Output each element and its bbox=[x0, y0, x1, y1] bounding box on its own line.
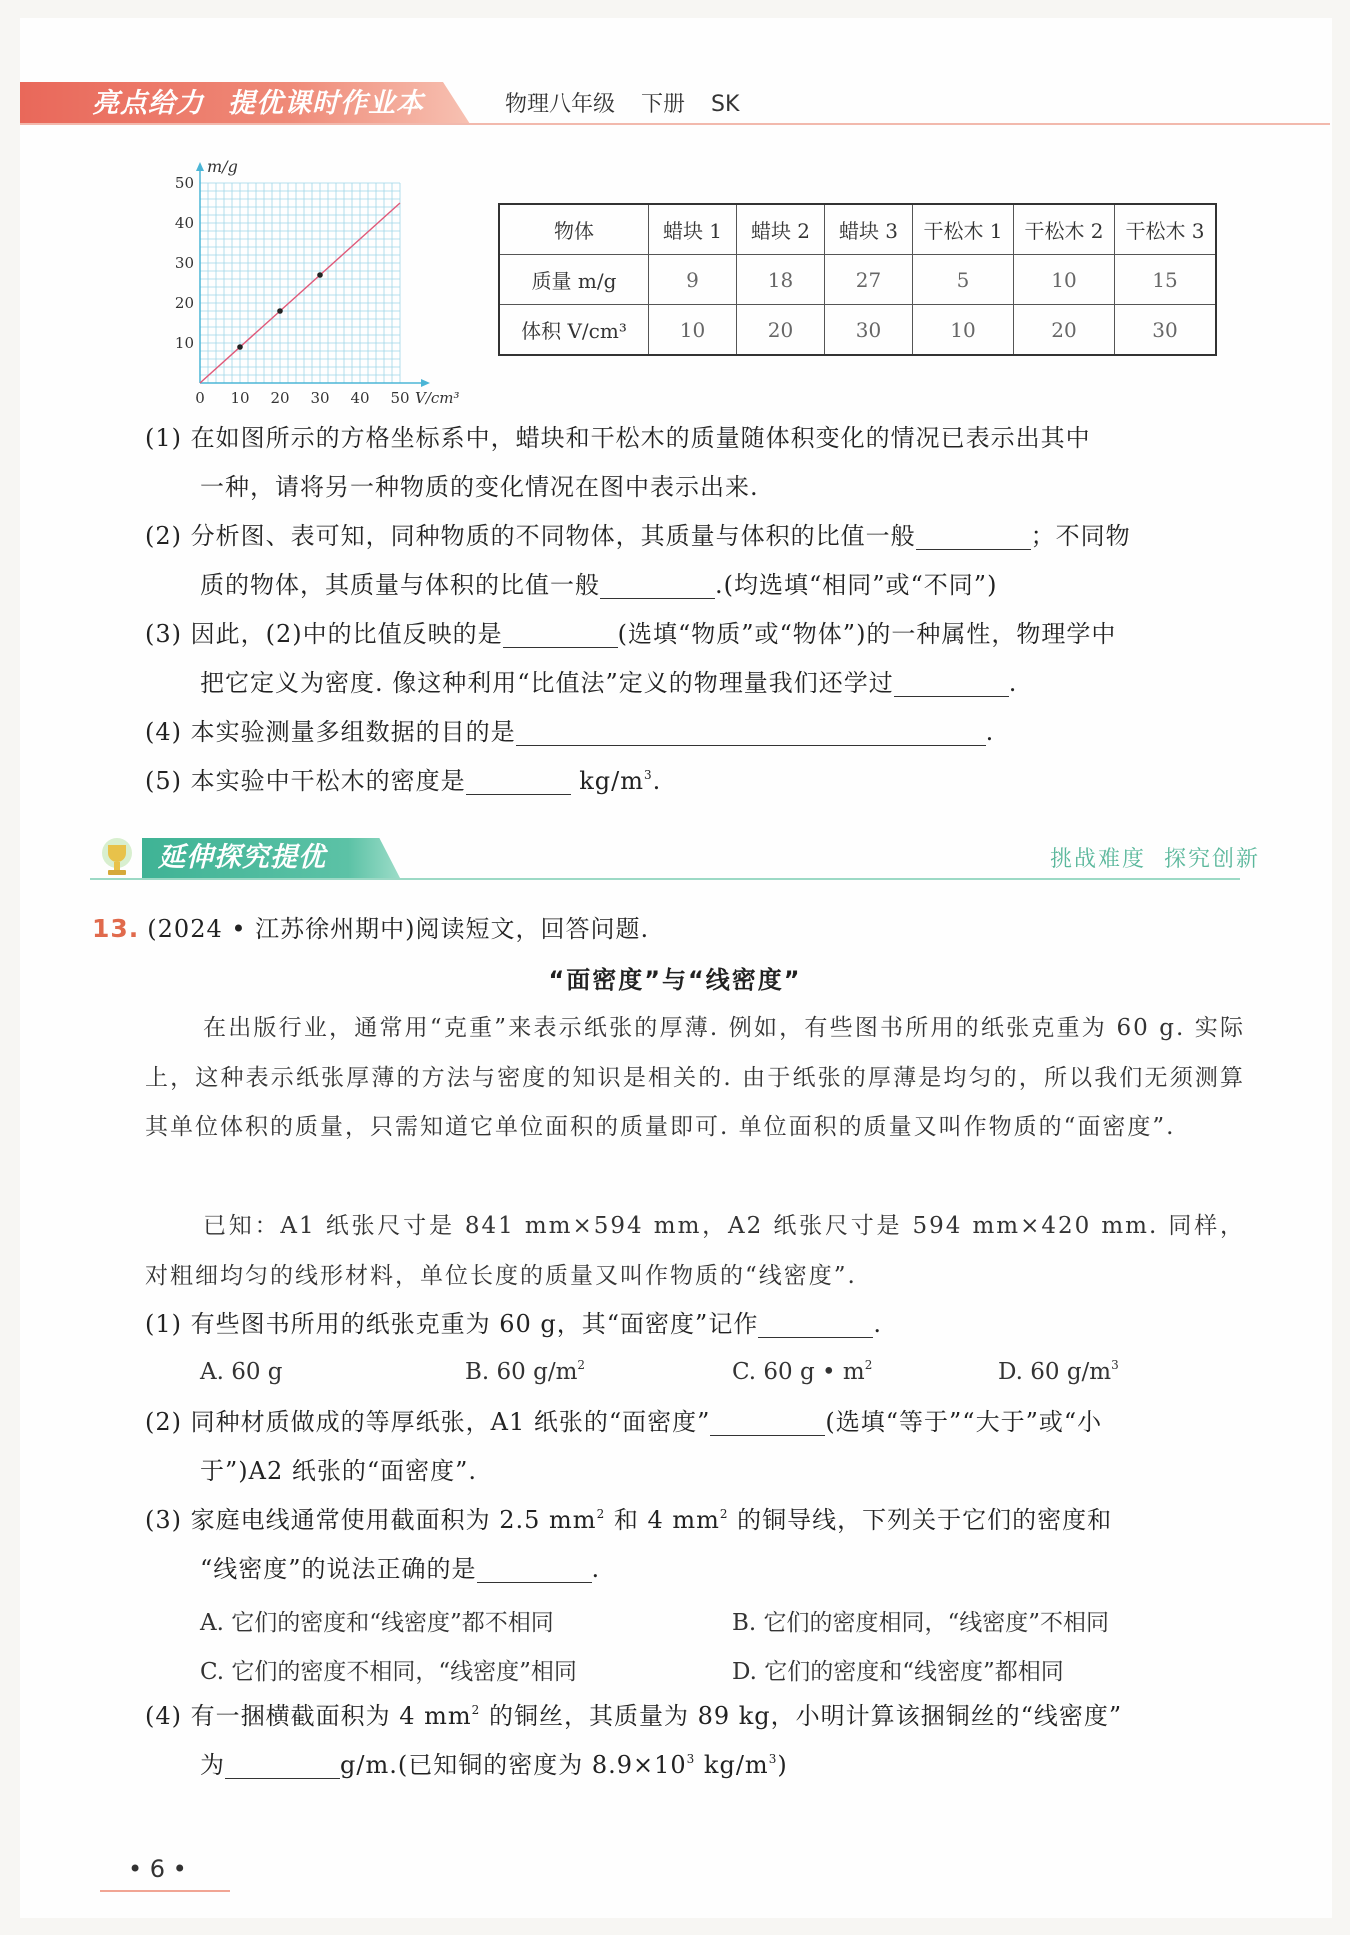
answer-blank[interactable] bbox=[916, 519, 1031, 550]
q12-part2-line1 bbox=[145, 512, 1131, 560]
q12-part3-text: (3) 因此，(2)中的比值反映的是 bbox=[145, 620, 503, 648]
section-divider bbox=[90, 878, 1240, 880]
page-number: • 6 • bbox=[128, 1855, 187, 1883]
footer-divider bbox=[100, 1890, 230, 1892]
x-tick-label: 10 bbox=[230, 389, 250, 407]
x-tick-label: 30 bbox=[310, 389, 330, 407]
q12-part3-line1 bbox=[145, 610, 1116, 658]
q12-part4 bbox=[145, 708, 994, 756]
q13-sub1-end: . bbox=[873, 1310, 882, 1338]
x-tick-label: 0 bbox=[195, 389, 205, 407]
subject-grade: 物理八年级 bbox=[505, 92, 616, 117]
brand-part-2: 提优课时作业本 bbox=[228, 88, 424, 119]
y-tick-label: 40 bbox=[174, 214, 194, 232]
answer-blank[interactable] bbox=[600, 568, 715, 599]
article-paragraph-2: 已知：A1 纸张尺寸是 841 mm×594 mm，A2 纸张尺寸是 594 mm×420 mm. 同样，对粗细均匀的线形材料，单位长度的质量又叫作物质的“线密度”. bbox=[145, 1213, 1245, 1289]
table-row bbox=[499, 305, 1216, 356]
q13-sub4-text6: ) bbox=[777, 1751, 788, 1779]
article-title: “面密度”与“线密度” bbox=[548, 966, 802, 994]
q13-sub4-text5: kg/m bbox=[695, 1751, 769, 1779]
graph-grid bbox=[200, 183, 400, 383]
q12-part5-sup: 3 bbox=[644, 768, 653, 782]
answer-blank[interactable] bbox=[758, 1307, 873, 1338]
article-paragraph-1: 在出版行业，通常用“克重”来表示纸张的厚薄. 例如，有些图书所用的纸张克重为 60 g. 实际上，这种表示纸张厚薄的方法与密度的知识是相关的. 由于纸张的厚薄是均匀的，所以我们无须测算其单位体积的质量，只需知道它单位面积的质量即可. 单位面积的质量又叫作物质的“面密度”. bbox=[145, 1015, 1245, 1140]
option-b[interactable] bbox=[465, 1359, 585, 1385]
q12-part3-text-end: (选填“物质”或“物体”)的一种属性，物理学中 bbox=[617, 620, 1117, 648]
table-cell: 30 bbox=[1115, 305, 1217, 356]
section-title: 延伸探究提优 bbox=[158, 842, 326, 873]
q12-part5 bbox=[145, 757, 661, 805]
q12-part4-end: . bbox=[985, 718, 995, 746]
q13-intro-text: (2024 • 江苏徐州期中)阅读短文，回答问题. bbox=[147, 915, 650, 943]
header-subject bbox=[505, 88, 765, 122]
table-row bbox=[499, 255, 1216, 305]
table-cell: 5 bbox=[913, 255, 1014, 305]
x-axis-label: V/cm³ bbox=[415, 389, 460, 407]
trophy-icon bbox=[95, 835, 139, 883]
subject-edition: SK bbox=[711, 92, 740, 117]
answer-blank[interactable] bbox=[516, 715, 986, 746]
mass-volume-graph bbox=[155, 155, 475, 415]
q13-sub3-text1: (3) 家庭电线通常使用截面积为 2.5 mm bbox=[145, 1506, 597, 1534]
y-tick-label: 50 bbox=[174, 174, 194, 192]
table-cell: 18 bbox=[737, 255, 825, 305]
q12-part1-line2: 一种，请将另一种物质的变化情况在图中表示出来. bbox=[200, 473, 759, 501]
q13-sub3-line1 bbox=[145, 1496, 1112, 1544]
q12-part2-text2-end: .(均选填“相同”或“不同”) bbox=[715, 571, 998, 599]
table-cell: 10 bbox=[649, 305, 737, 356]
q13-sub2-text-end: (选填“等于”“大于”或“小 bbox=[825, 1408, 1103, 1436]
q13-sub4-text4: g/m.(已知铜的密度为 8.9×10 bbox=[340, 1751, 687, 1779]
header-divider bbox=[20, 123, 1330, 125]
option-b-text: B. 60 g/m bbox=[465, 1359, 578, 1385]
answer-blank[interactable] bbox=[477, 1552, 592, 1583]
data-point bbox=[317, 272, 323, 278]
answer-blank[interactable] bbox=[466, 764, 571, 795]
q12-part3-text2: 把它定义为密度. 像这种利用“比值法”定义的物理量我们还学过 bbox=[200, 669, 894, 697]
y-tick-label: 30 bbox=[174, 254, 194, 272]
table-cell: 30 bbox=[825, 305, 913, 356]
option-d[interactable]: D. 它们的密度和“线密度”都相同 bbox=[732, 1659, 1064, 1685]
table-cell: 蜡块 3 bbox=[825, 204, 913, 255]
q13-sub3-end: . bbox=[591, 1555, 601, 1583]
superscript: 2 bbox=[596, 1507, 606, 1521]
superscript: 3 bbox=[686, 1752, 696, 1766]
q12-part3-line2 bbox=[200, 659, 1017, 707]
option-d-text: D. 60 g/m bbox=[998, 1359, 1112, 1385]
series-line bbox=[200, 203, 400, 383]
q12-part4-text: (4) 本实验测量多组数据的目的是 bbox=[145, 718, 516, 746]
option-c-text: C. 60 g • m bbox=[732, 1359, 865, 1385]
option-b-sup: 2 bbox=[577, 1358, 586, 1372]
q13-sub3-text3: 的铜导线，下列关于它们的密度和 bbox=[728, 1506, 1113, 1534]
data-point bbox=[277, 308, 283, 314]
table-cell: 干松木 1 bbox=[913, 204, 1014, 255]
x-tick-label: 40 bbox=[350, 389, 370, 407]
q13-sub1-text: (1) 有些图书所用的纸张克重为 60 g，其“面密度”记作 bbox=[145, 1310, 759, 1338]
q13-intro bbox=[92, 905, 649, 953]
table-cell: 20 bbox=[737, 305, 825, 356]
option-c-sup: 2 bbox=[864, 1358, 873, 1372]
option-b[interactable]: B. 它们的密度相同，“线密度”不相同 bbox=[732, 1610, 1110, 1636]
table-cell: 体积 V/cm³ bbox=[499, 305, 649, 356]
answer-blank[interactable] bbox=[225, 1748, 340, 1779]
data-point bbox=[237, 344, 243, 350]
q12-part5-unit: kg/m bbox=[579, 767, 645, 795]
data-table bbox=[498, 203, 1217, 356]
answer-blank[interactable] bbox=[503, 617, 618, 648]
table-cell: 10 bbox=[1014, 255, 1115, 305]
header-brand bbox=[92, 84, 448, 124]
table-cell: 干松木 3 bbox=[1115, 204, 1217, 255]
answer-blank[interactable] bbox=[710, 1405, 825, 1436]
q12-part5-text: (5) 本实验中干松木的密度是 bbox=[145, 767, 466, 795]
q12-part5-end: . bbox=[652, 767, 662, 795]
q12-part2-text: (2) 分析图、表可知，同种物质的不同物体，其质量与体积的比值一般 bbox=[145, 522, 916, 550]
table-cell: 20 bbox=[1014, 305, 1115, 356]
q12-part2-line2 bbox=[200, 561, 997, 609]
option-c[interactable] bbox=[732, 1359, 872, 1385]
table-cell: 质量 m/g bbox=[499, 255, 649, 305]
q12-part1-line1: (1) 在如图所示的方格坐标系中，蜡块和干松木的质量随体积变化的情况已表示出其中 bbox=[145, 424, 1091, 452]
table-cell: 10 bbox=[913, 305, 1014, 356]
x-tick-label: 50 bbox=[390, 389, 410, 407]
q13-sub1 bbox=[145, 1300, 882, 1348]
q13-sub4-line1 bbox=[145, 1692, 1122, 1740]
option-d[interactable] bbox=[998, 1359, 1119, 1385]
q13-sub4-line2 bbox=[200, 1741, 788, 1789]
table-cell: 干松木 2 bbox=[1014, 204, 1115, 255]
y-axis-arrow bbox=[196, 162, 204, 171]
y-tick-label: 20 bbox=[174, 294, 194, 312]
table-header-row bbox=[499, 204, 1216, 255]
x-tick-label: 20 bbox=[270, 389, 290, 407]
superscript: 3 bbox=[768, 1752, 778, 1766]
q13-sub2-line1 bbox=[145, 1398, 1102, 1446]
q13-sub3-text4: “线密度”的说法正确的是 bbox=[200, 1555, 477, 1583]
superscript: 2 bbox=[719, 1507, 729, 1521]
y-axis-label: m/g bbox=[207, 157, 238, 176]
q12-part3-text2-end: . bbox=[1008, 669, 1018, 697]
q13-sub2-line2: 于”)A2 纸张的“面密度”. bbox=[200, 1457, 478, 1485]
subject-volume: 下册 bbox=[641, 92, 686, 117]
option-c[interactable]: C. 它们的密度不相同，“线密度”相同 bbox=[200, 1659, 577, 1685]
q13-sub4-text2: 的铜丝，其质量为 89 kg，小明计算该捆铜丝的“线密度” bbox=[480, 1702, 1123, 1730]
q12-part2-text2: 质的物体，其质量与体积的比值一般 bbox=[200, 571, 600, 599]
section-tag: 挑战难度 bbox=[1049, 847, 1146, 872]
q13-sub2-text: (2) 同种材质做成的等厚纸张，A1 纸张的“面密度” bbox=[145, 1408, 711, 1436]
option-a[interactable]: A. 60 g bbox=[200, 1359, 283, 1385]
question-number: 13. bbox=[92, 914, 140, 943]
table-cell: 蜡块 2 bbox=[737, 204, 825, 255]
option-a[interactable]: A. 它们的密度和“线密度”都不相同 bbox=[200, 1610, 554, 1636]
table-cell: 15 bbox=[1115, 255, 1217, 305]
table-cell: 9 bbox=[649, 255, 737, 305]
q13-sub4-text1: (4) 有一捆横截面积为 4 mm bbox=[145, 1702, 472, 1730]
q13-sub4-text3: 为 bbox=[200, 1751, 225, 1779]
q13-sub3-text2: 和 4 mm bbox=[605, 1506, 720, 1534]
table-cell: 物体 bbox=[499, 204, 649, 255]
section-tag: 探究创新 bbox=[1163, 847, 1260, 872]
q12-part2-text-end: ；不同物 bbox=[1030, 522, 1131, 550]
table-cell: 27 bbox=[825, 255, 913, 305]
superscript: 2 bbox=[471, 1703, 481, 1717]
y-tick-label: 10 bbox=[174, 334, 194, 352]
brand-part-1: 亮点给力 bbox=[92, 88, 204, 119]
table-cell: 蜡块 1 bbox=[649, 204, 737, 255]
q13-sub3-line2 bbox=[200, 1545, 600, 1593]
answer-blank[interactable] bbox=[894, 666, 1009, 697]
section-tags bbox=[1032, 842, 1260, 873]
x-axis-arrow bbox=[421, 379, 430, 387]
option-d-sup: 3 bbox=[1111, 1358, 1119, 1372]
